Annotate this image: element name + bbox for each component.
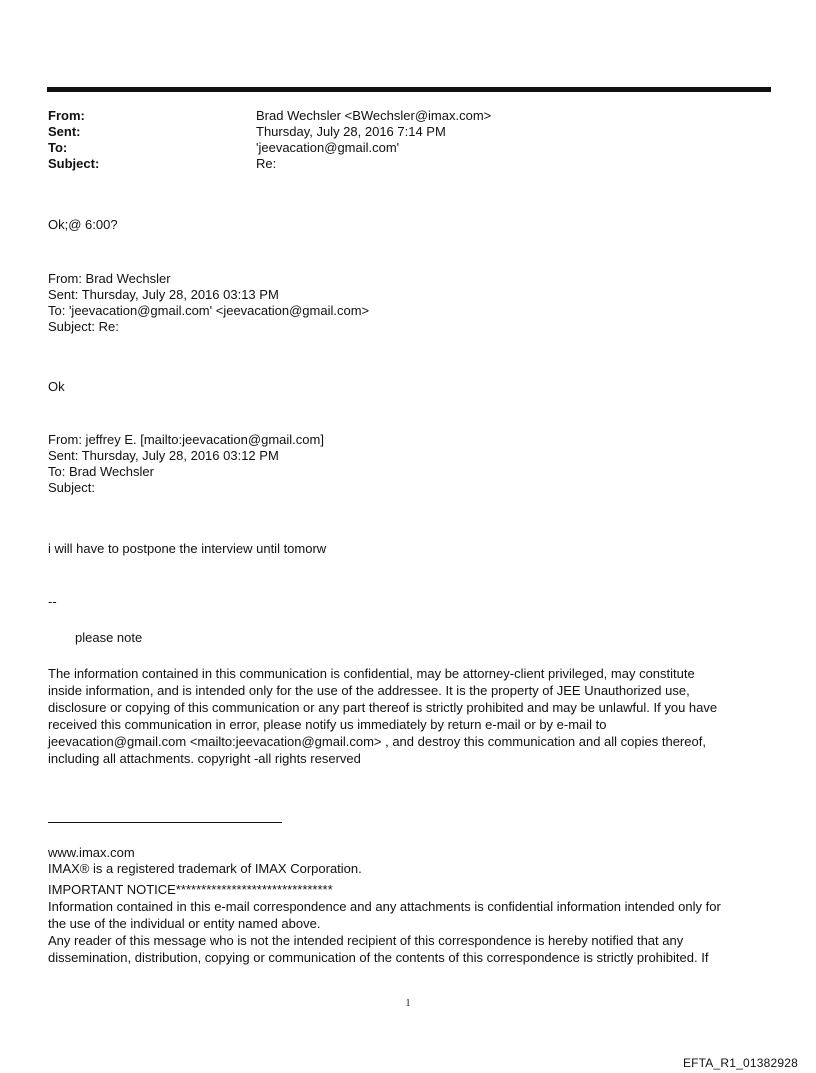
notice-line: the use of the individual or entity named above. bbox=[48, 916, 321, 931]
quoted1-body: Ok bbox=[48, 379, 65, 394]
website-text: www.imax.com bbox=[48, 845, 135, 860]
quoted1-subject: Subject: Re: bbox=[48, 319, 119, 334]
quoted-header-2 bbox=[48, 432, 768, 496]
signature-separator bbox=[48, 594, 768, 610]
confidentiality-line: jeevacation@gmail.com <mailto:jeevacation@gmail.com> , and destroy this communication and all copies thereof, bbox=[48, 734, 706, 749]
page-number: 1 bbox=[405, 998, 411, 1009]
sent-value: Thursday, July 28, 2016 7:14 PM bbox=[256, 124, 446, 139]
quoted2-sent: Sent: Thursday, July 28, 2016 03:12 PM bbox=[48, 448, 279, 463]
email-header bbox=[48, 108, 491, 172]
confidentiality-line: including all attachments. copyright -all rights reserved bbox=[48, 751, 361, 766]
confidentiality-notice bbox=[48, 665, 768, 767]
to-row bbox=[48, 140, 491, 156]
confidentiality-line: disclosure or copying of this communication or any part thereof is strictly prohibited and may be unlawful. If you have bbox=[48, 700, 718, 715]
to-label: To: bbox=[48, 140, 68, 155]
subject-value: Re: bbox=[256, 156, 277, 171]
confidentiality-line: received this communication in error, please notify us immediately by return e-mail or by e-mail to bbox=[48, 717, 607, 732]
notice-title: IMPORTANT NOTICE******************************* bbox=[48, 882, 333, 897]
trademark-text: IMAX® is a registered trademark of IMAX Corporation. bbox=[48, 861, 362, 876]
quoted1-from: From: Brad Wechsler bbox=[48, 271, 171, 286]
quoted-header-1 bbox=[48, 271, 768, 335]
subject-row bbox=[48, 156, 491, 172]
sent-row bbox=[48, 124, 491, 140]
confidentiality-line: The information contained in this communication is confidential, may be attorney-client privileged, may constitute bbox=[48, 666, 695, 681]
reply-text: Ok;@ 6:00? bbox=[48, 217, 118, 232]
notice-line: Information contained in this e-mail correspondence and any attachments is confidential information intended only for bbox=[48, 899, 721, 914]
sent-label: Sent: bbox=[48, 124, 81, 139]
quoted2-subject: Subject: bbox=[48, 480, 95, 495]
reply-body bbox=[48, 217, 768, 233]
notice-line: Any reader of this message who is not the intended recipient of this correspondence is hereby notified that any bbox=[48, 933, 684, 948]
notice-line: dissemination, distribution, copying or communication of the contents of this correspondence is strictly prohibited. If bbox=[48, 950, 709, 965]
signature-dashes: -- bbox=[48, 594, 57, 609]
from-row bbox=[48, 108, 491, 124]
quoted-body-1 bbox=[48, 379, 768, 395]
subject-label: Subject: bbox=[48, 156, 100, 171]
to-value: 'jeevacation@gmail.com' bbox=[256, 140, 400, 155]
important-notice-block bbox=[48, 881, 768, 966]
quoted1-sent: Sent: Thursday, July 28, 2016 03:13 PM bbox=[48, 287, 279, 302]
important-notice bbox=[48, 871, 768, 880]
quoted1-to: To: 'jeevacation@gmail.com' <jeevacation@gmail.com> bbox=[48, 303, 370, 318]
bates-stamp: EFTA_R1_01382928 bbox=[682, 1056, 798, 1070]
from-label: From: bbox=[48, 108, 85, 123]
footer-rule bbox=[48, 822, 282, 823]
confidentiality-line: inside information, and is intended only for the use of the addressee. It is the property of JEE Unauthorized use, bbox=[48, 683, 690, 698]
please-note: please note bbox=[75, 630, 143, 645]
quoted2-body: i will have to postpone the interview until tomorw bbox=[48, 541, 327, 556]
from-value: Brad Wechsler <BWechsler@imax.com> bbox=[256, 108, 492, 123]
quoted2-from: From: jeffrey E. [mailto:jeevacation@gmail.com] bbox=[48, 432, 324, 447]
header-rule bbox=[47, 87, 771, 92]
quoted-body-2 bbox=[48, 541, 768, 557]
quoted2-to: To: Brad Wechsler bbox=[48, 464, 154, 479]
